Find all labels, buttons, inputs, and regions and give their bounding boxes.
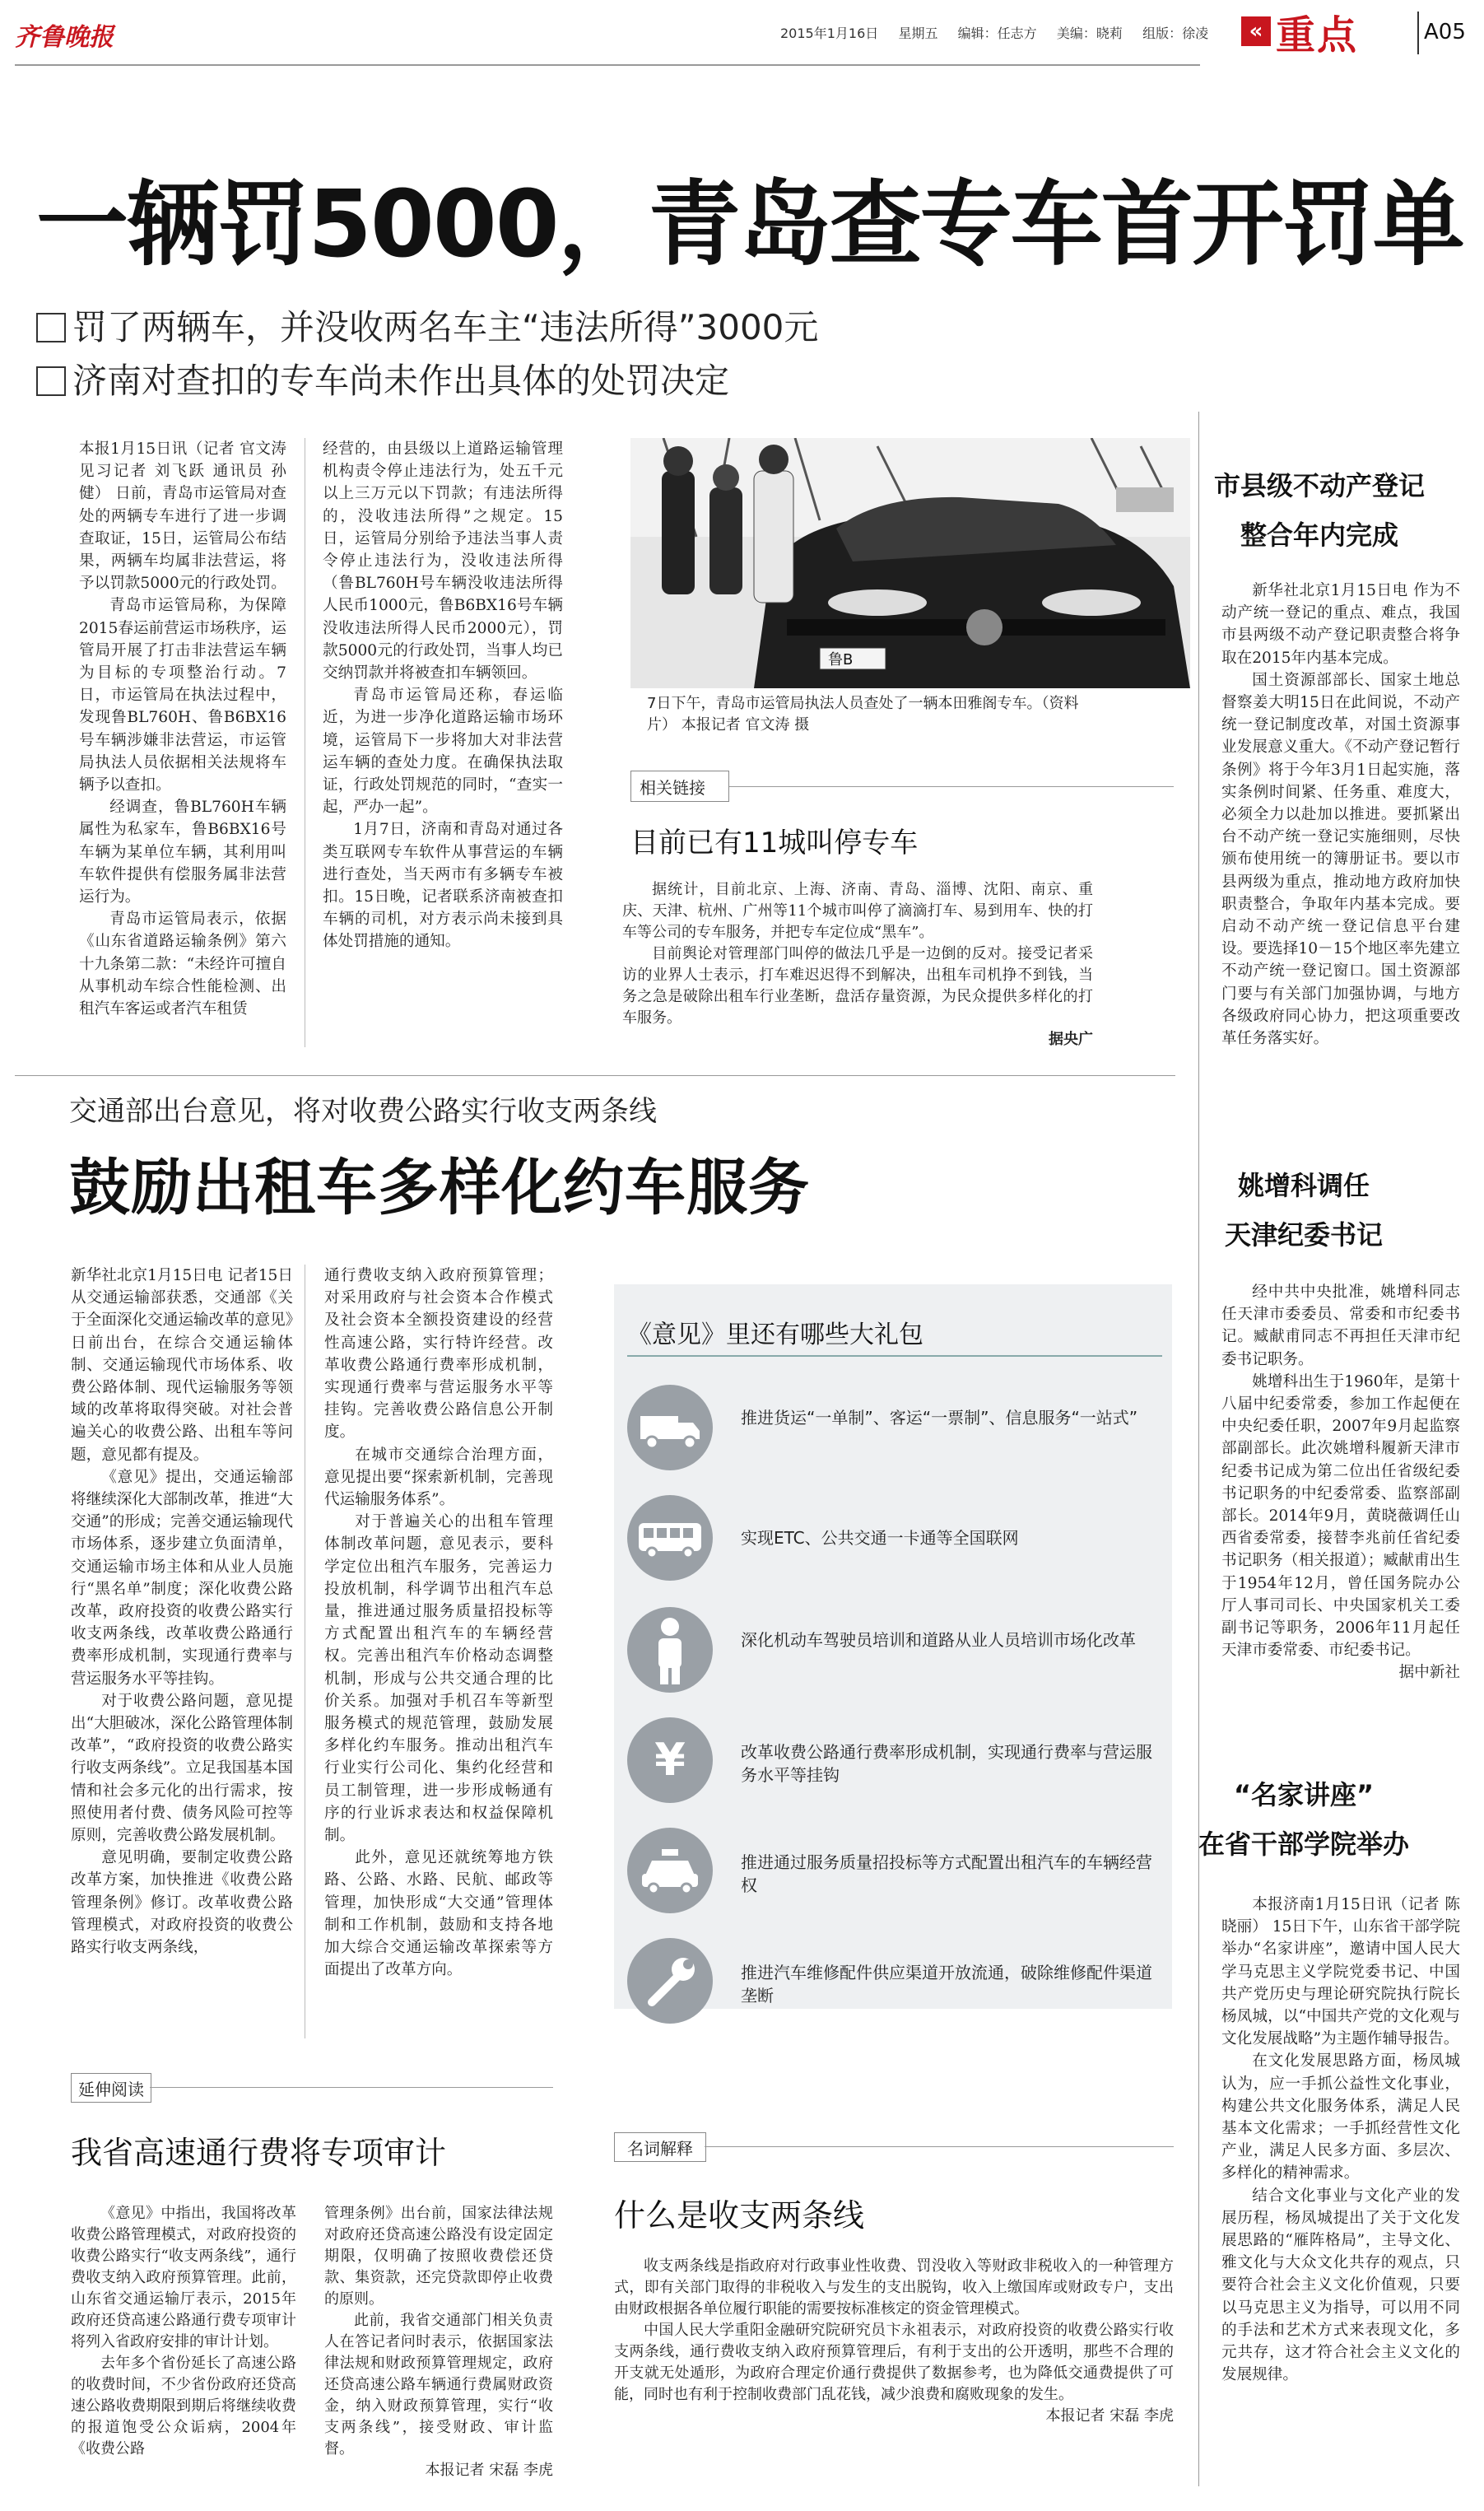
- extended-column-2: 管理条例》出台前，国家法律法规对政府还贷高速公路没有设定固定期限，仅明确了按照收费偿还贷款、集资款，还完贷款即停止收费的原则。 此前，我省交通部门相关负责人在答记者问时表示，依据国家法律法规和财政预算管理规定，政府还贷高速公路车辆通行费属财政资金，纳入财政预算管理，实行“收支两条线”，接受财政、审计监督。 本报记者 宋磊 李虎: [324, 2203, 553, 2481]
- newspaper-logo: 齐鲁晚报: [15, 23, 114, 52]
- square-bullet-icon: [36, 366, 66, 396]
- taxi-icon: [627, 1828, 713, 1913]
- sidebar-rule: [1198, 412, 1199, 2486]
- extended-column-1: 《意见》中指出，我国将改革收费公路管理模式，对政府投资的收费公路实行“收支两条线”，通行费收支纳入政府预算管理。此前，山东省交通运输厅表示，2015年政府还贷高速公路通行费专项审计将列入省政府安排的审计计划。 去年多个省份延长了高速公路的收费时间，不少省份政府还贷高速公路收费期限到期后将继续收费的报道饱受公众诟病，2004年《收费公路: [71, 2205, 296, 2457]
- gift-item-text: 改革收费公路通行费率形成机制，实现通行费率与营运服务水平等挂钩: [741, 1742, 1152, 1785]
- page-number: A05: [1424, 20, 1466, 44]
- second-kicker: 交通部出台意见，将对收费公路实行收支两条线: [69, 1095, 657, 1128]
- masthead-rule: [15, 64, 1200, 66]
- square-bullet-icon: [36, 313, 66, 342]
- yuan-icon: [627, 1717, 713, 1803]
- lead-column-1: 本报1月15日讯（记者 官文涛 见习记者 刘飞跃 通讯员 孙健） 日前，青岛市运管局对查处的两辆专车进行了进一步调查取证，15日，运管局公布结果，两辆车均属非法营运，将予以罚款5000元的行政处罚。 青岛市运管局称，为保障2015春运前营运市场秩序，运管局开展了打击非法营运车辆为目标的专项整治行动。7日，市运管局在执法过程中，发现鲁BL760H、鲁B6BX16号车辆涉嫌非法营运，市运管局执法人员依据相关法规将车辆予以查扣。 经调查，鲁BL760H车辆属性为私家车，鲁B6BX16号车辆为某单位车辆，其利用叫车软件提供有偿服务属非法营运行为。 青岛市运管局表示，依据《山东省道路运输条例》第六十九条第二款：“未经许可擅自从事机动车综合性能检测、出租汽车客运或者汽车租赁: [79, 440, 286, 1018]
- related-byline: 据央广: [1049, 1031, 1093, 1048]
- extended-tag: 延伸阅读: [71, 2073, 151, 2103]
- extended-headline: 我省高速通行费将专项审计: [71, 2135, 447, 2171]
- gifts-panel: [614, 1284, 1172, 2009]
- lead-column-2: 经营的，由县级以上道路运输管理机构责令停止违法行为，处五千元以上三万元以下罚款；有违法所得的，没收违法所得”之规定。15日，运管局分别给予违法当事人责令停止违法行为，没收违法所得（鲁BL760H号车辆没收违法所得人民币1000元，鲁B6BX16号车辆没收违法所得人民币2000元），罚款5000元的行政处罚，当事人均已交纳罚款并将被查扣车辆领回。 青岛市运管局还称，春运临近，为进一步净化道路运输市场环境，运管局下一步将加大对非法营运车辆的查处力度。在确保执法取证，行政处罚规范的同时，“查实一起，严办一起”。 1月7日，济南和青岛对通过各类互联网专车软件从事营运的车辆进行查处，当天两市有多辆专车被扣。15日晚，记者联系济南被查扣车辆的司机，对方表示尚未接到具体处罚措施的通知。: [323, 440, 563, 951]
- gift-item-text: 推进货运“一单制”、客运“一票制”、信息服务“一站式”: [741, 1408, 1138, 1428]
- sidebar-b-headline: 姚增科调任 天津纪委书记: [1224, 1170, 1383, 1251]
- weekday: 星期五: [898, 26, 938, 41]
- glossary-body: 收支两条线是指政府对行政事业性收费、罚没收入等财政非税收入的一种管理方式，即有关部门取得的非税收入与发生的支出脱钩，收入上缴国库或财政专户，支出由财政根据各单位履行职能的需要按标准核定的资金管理模式。 中国人民大学重阳金融研究院研究员卞永祖表示，对政府投资的收费公路实行收支两条线，通行费收支纳入政府预算管理后，有利于支出的公开透明，那些不合理的开支就无处遁形，为政府合理定价通行费提供了数据参考，也为降低交通费提供了可能，同时也有利于控制收费部门乱花钱，减少浪费和腐败现象的发生。 本报记者 宋磊 李虎: [614, 2256, 1174, 2427]
- lead-headline: 一辆罚5000，青岛查专车首开罚单: [36, 171, 1463, 278]
- sidebar-b-byline: 据中新社: [1398, 1664, 1460, 1682]
- glossary-byline: 本报记者 宋磊 李虎: [1045, 2407, 1174, 2425]
- gift-item-text: 深化机动车驾驶员培训和道路从业人员培训市场化改革: [741, 1630, 1136, 1650]
- editor: 编辑：任志方: [957, 26, 1037, 41]
- lead-subhead-1: 罚了两辆车，并没收两名车主“违法所得”3000元: [36, 300, 818, 350]
- related-body: 据统计，目前北京、上海、济南、青岛、淄博、沈阳、南京、重庆、天津、杭州、广州等11个城市叫停了滴滴打车、易到用车、快的打车等公司的专车服务，并把专车定位成“黑车”。 目前舆论对管理部门叫停的做法几乎是一边倒的反对。接受记者采访的业界人士表示，打车难迟迟得不到解决，出租车司机挣不到钱，当务之急是破除出租车行业垄断，盘活存量资源，为民众提供多样化的打车服务。 据央广: [622, 879, 1093, 1051]
- wrench-icon: [627, 1938, 713, 2024]
- issue-date: 2015年1月16日: [780, 26, 879, 41]
- second-column-2: 通行费收支纳入政府预算管理；对采用政府与社会资本合作模式及社会资本全额投资建设的经营性高速公路，实行特许经营。改革收费公路通行费率形成机制，实现通行费率与营运服务水平等挂钩。完善收费公路信息公开制度。 在城市交通综合治理方面，意见提出要“探索新机制，完善现代运输服务体系”。 对于普遍关心的出租车管理体制改革问题，意见表示，要科学定位出租汽车服务，完善运力投放机制，科学调节出租汽车总量，推进通过服务质量招投标等方式配置出租汽车的车辆经营权。完善出租汽车价格动态调整机制，形成与公共交通合理的比价关系。加强对手机召车等新型服务模式的规范管理，鼓励发展多样化约车服务。推动出租汽车行业实行公司化、集约化经营和员工制管理，进一步形成畅通有序的行业诉求表达和权益保障机制。 此外，意见还就统筹地方铁路、公路、水路、民航、邮政等管理，加快形成“大交通”管理体制和工作机制，鼓励和支持各地加大综合交通运输改革探索等方面提出了改革方向。: [324, 1267, 553, 1979]
- art-editor: 美编：晓莉: [1056, 26, 1123, 41]
- section-rule: [15, 1075, 1175, 1076]
- gifts-title-underline: [627, 1355, 1162, 1357]
- sidebar-c-headline: “名家讲座” 在省干部学院举办: [1198, 1779, 1409, 1860]
- double-chevron-icon: «: [1241, 16, 1271, 46]
- glossary-rule: [705, 2146, 1174, 2147]
- sidebar-c-body: 本报济南1月15日讯（记者 陈晓丽） 15日下午，山东省干部学院举办“名家讲座”，邀请中国人民大学马克思主义学院党委书记、中国共产党历史与理论研究院执行院长杨凤城，以“中国共产党的文化观与文化发展战略”为主题作辅导报告。 在文化发展思路方面，杨凤城认为，应一手抓公益性文化事业，构建公共文化服务体系，满足人民基本文化需求；一手抓经营性文化产业，满足人民多方面、多层次、多样化的精神需求。 结合文化事业与文化产业的发展历程，杨凤城提出了关于文化发展思路的“雁阵格局”，主导文化、雅文化与大众文化共存的观点，只要符合社会主义文化价值观，只要以马克思主义为指导，可以用不同的手法和艺术方式来表现文化，多元共存，这才符合社会主义文化的发展规律。: [1221, 1896, 1460, 2384]
- layout-editor: 组版：徐凌: [1142, 26, 1209, 41]
- masthead: [0, 0, 1484, 66]
- gifts-title: 《意见》里还有哪些大礼包: [627, 1321, 923, 1349]
- photo-caption: 7日下午，青岛市运管局执法人员查处了一辆本田雅阁专车。（资料片） 本报记者 官文涛 摄: [647, 695, 1079, 734]
- svg-text:¥: ¥: [654, 1734, 686, 1786]
- sidebar-a-body: 新华社北京1月15日电 作为不动产统一登记的重点、难点，我国市县两级不动产登记职责整合将争取在2015年内基本完成。 国土资源部部长、国家土地总督察姜大明15日在此间说，不动产统一登记制度改革，对国土资源事业发展意义重大。《不动产登记暂行条例》将于今年3月1日起实施，落实条例时间紧、任务重、难度大，必须全力以赴加以推进。要抓紧出台不动产统一登记实施细则，尽快颁布使用统一的簿册证书。要以市县两级为重点，推动地方政府加快职责整合，争取年内基本完成。要启动不动产统一登记信息平台建设。要选择10－15个地区率先建立不动产统一登记窗口。国土资源部门要与有关部门加强协调，与地方各级政府同心协力，把这项重要改革任务落实好。: [1221, 582, 1460, 1048]
- section-marker: [1241, 8, 1359, 58]
- sidebar-a-headline: 市县级不动产登记 整合年内完成: [1213, 470, 1425, 551]
- extended-rule: [150, 2087, 553, 2088]
- gift-item-text: 实现ETC、公共交通一卡通等全国联网: [741, 1528, 1019, 1548]
- related-headline: 目前已有11城叫停专车: [630, 827, 919, 860]
- license-plate: 鲁B: [828, 651, 854, 669]
- related-rule: [729, 786, 1174, 787]
- page-divider: [1417, 12, 1419, 54]
- masthead-info: [780, 23, 1208, 42]
- bus-icon: [627, 1495, 713, 1581]
- related-tag: 相关链接: [630, 771, 729, 802]
- section-title: 重点: [1276, 12, 1359, 58]
- gift-item-text: 推进通过服务质量招投标等方式配置出租汽车的车辆经营权: [741, 1852, 1152, 1895]
- person-icon: [627, 1607, 713, 1693]
- car-photo-illustration: [630, 438, 1190, 688]
- truck-icon: [627, 1385, 713, 1470]
- glossary-tag: 名词解释: [614, 2132, 706, 2162]
- lead-subhead-2: 济南对查扣的专车尚未作出具体的处罚决定: [36, 354, 729, 403]
- sidebar-b-body: 经中共中央批准，姚增科同志任天津市委委员、常委和市纪委书记。臧献甫同志不再担任天津市纪委书记职务。 姚增科出生于1960年，是第十八届中纪委常委，参加工作起便在中央纪委任职，2007年9月起监察部副部长。此次姚增科履新天津市纪委书记成为第二位出任省级纪委书记职务的中纪委常委、监察部副部长。2014年9月，黄晓薇调任山西省委常委，接替李兆前任省纪委书记职务（相关报道）；臧献甫出生于1954年12月，曾任国务院办公厅人事司司长、中央国家机关工委副书记等职务，2006年11月起任天津市委常委、市纪委书记。 据中新社: [1221, 1281, 1460, 1684]
- gift-item-text: 推进汽车维修配件供应渠道开放流通，破除维修配件渠道垄断: [741, 1963, 1152, 2006]
- news-photo: [630, 438, 1190, 688]
- second-column-1: 新华社北京1月15日电 记者15日从交通运输部获悉，交通部《关于全面深化交通运输改革的意见》日前出台，在综合交通运输体制、交通运输现代市场体系、收费公路体制、现代运输服务等领域的改革将取得突破。对社会普遍关心的收费公路、出租车等问题，意见都有提及。 《意见》提出，交通运输部将继续深化大部制改革，推进“大交通”的形成；完善交通运输现代市场体系，逐步建立负面清单，交通运输市场主体和从业人员施行“黑名单”制度；深化收费公路改革，政府投资的收费公路实行收支两条线，改革收费公路通行费率形成机制，实现通行费率与营运服务水平等挂钩。 对于收费公路问题，意见提出“大胆破冰，深化公路管理体制改革”，“政府投资的收费公路实行收支两条线”。立足我国基本国情和社会多元化的出行需求，按照使用者付费、债务风险可控等原则，完善收费公路发展机制。 意见明确，要制定收费公路改革方案，加快推进《收费公路管理条例》修订。改革收费公路管理模式，对政府投资的收费公路实行收支两条线，: [71, 1267, 293, 1957]
- extended-byline: 本报记者 宋磊 李虎: [425, 2462, 553, 2479]
- second-headline: 鼓励出租车多样化约车服务: [69, 1153, 810, 1223]
- glossary-headline: 什么是收支两条线: [614, 2197, 865, 2234]
